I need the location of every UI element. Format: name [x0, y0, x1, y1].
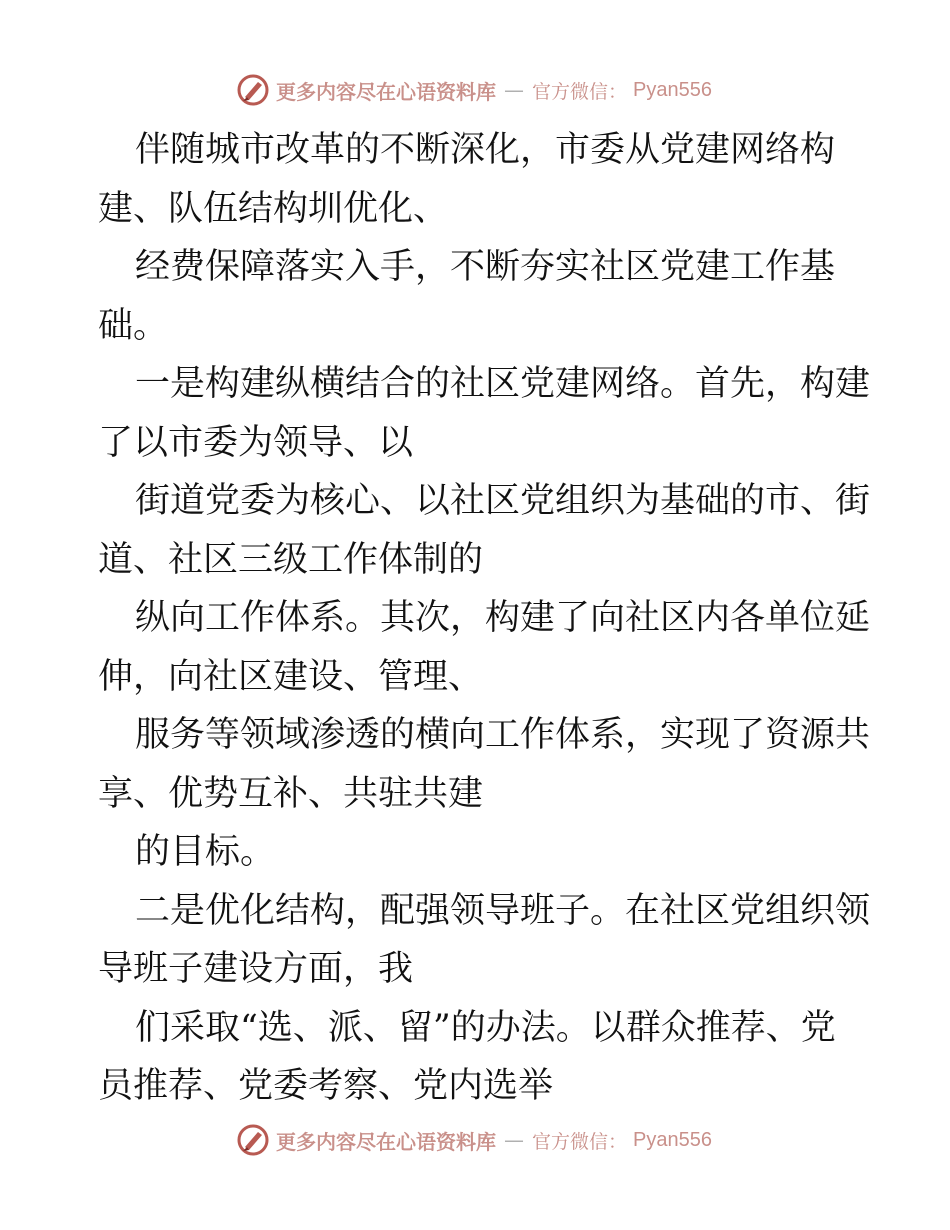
- brush-logo-icon: [236, 73, 270, 107]
- watermark-brand: 更多内容尽在心语资料库: [276, 79, 496, 104]
- text-line: 员推荐、党委考察、党内选举: [98, 1066, 554, 1106]
- text-line: 了以市委为领导、以: [98, 422, 414, 463]
- text-line: 纵向工作体系。其次，构建了向社区内各单位延: [135, 598, 871, 638]
- text-line: 服务等领域渗透的横向工作体系，实现了资源共: [135, 715, 871, 755]
- watermark-label: 官方微信：: [532, 1130, 628, 1153]
- text-line: 道、社区三级工作体制的: [98, 539, 484, 580]
- watermark-footer: [236, 1122, 712, 1158]
- text-line: 的目标。: [135, 832, 276, 872]
- text-line: 经费保障落实入手，不断夯实社区党建工作基: [135, 247, 836, 287]
- watermark-account: Pyan556: [633, 78, 712, 101]
- document-body: [98, 121, 871, 1116]
- text-line: 们采取“选、派、留”的办法。以群众推荐、党: [135, 1007, 836, 1048]
- watermark-separator: —: [504, 1128, 524, 1152]
- brush-logo-icon: [236, 1123, 270, 1157]
- text-line: 建、队伍结构圳优化、: [98, 188, 449, 229]
- watermark-label: 官方微信：: [532, 80, 628, 103]
- watermark-brand: 更多内容尽在心语资料库: [276, 1129, 496, 1154]
- text-line: 础。: [98, 305, 169, 346]
- text-line: 伴随城市改革的不断深化，市委从党建网络构: [135, 130, 836, 170]
- text-line: 伸，向社区建设、管理、: [98, 656, 484, 697]
- text-line: 享、优势互补、共驻共建: [98, 773, 484, 814]
- text-line: 街道党委为核心、以社区党组织为基础的市、街: [135, 481, 871, 521]
- text-line: 二是优化结构，配强领导班子。在社区党组织领: [135, 890, 871, 931]
- watermark-account: Pyan556: [633, 1128, 712, 1151]
- text-line: 一是构建纵横结合的社区党建网络。首先，构建: [135, 364, 871, 404]
- watermark-separator: —: [504, 78, 524, 102]
- text-line: 导班子建设方面，我: [98, 949, 414, 989]
- watermark-header: [236, 72, 712, 108]
